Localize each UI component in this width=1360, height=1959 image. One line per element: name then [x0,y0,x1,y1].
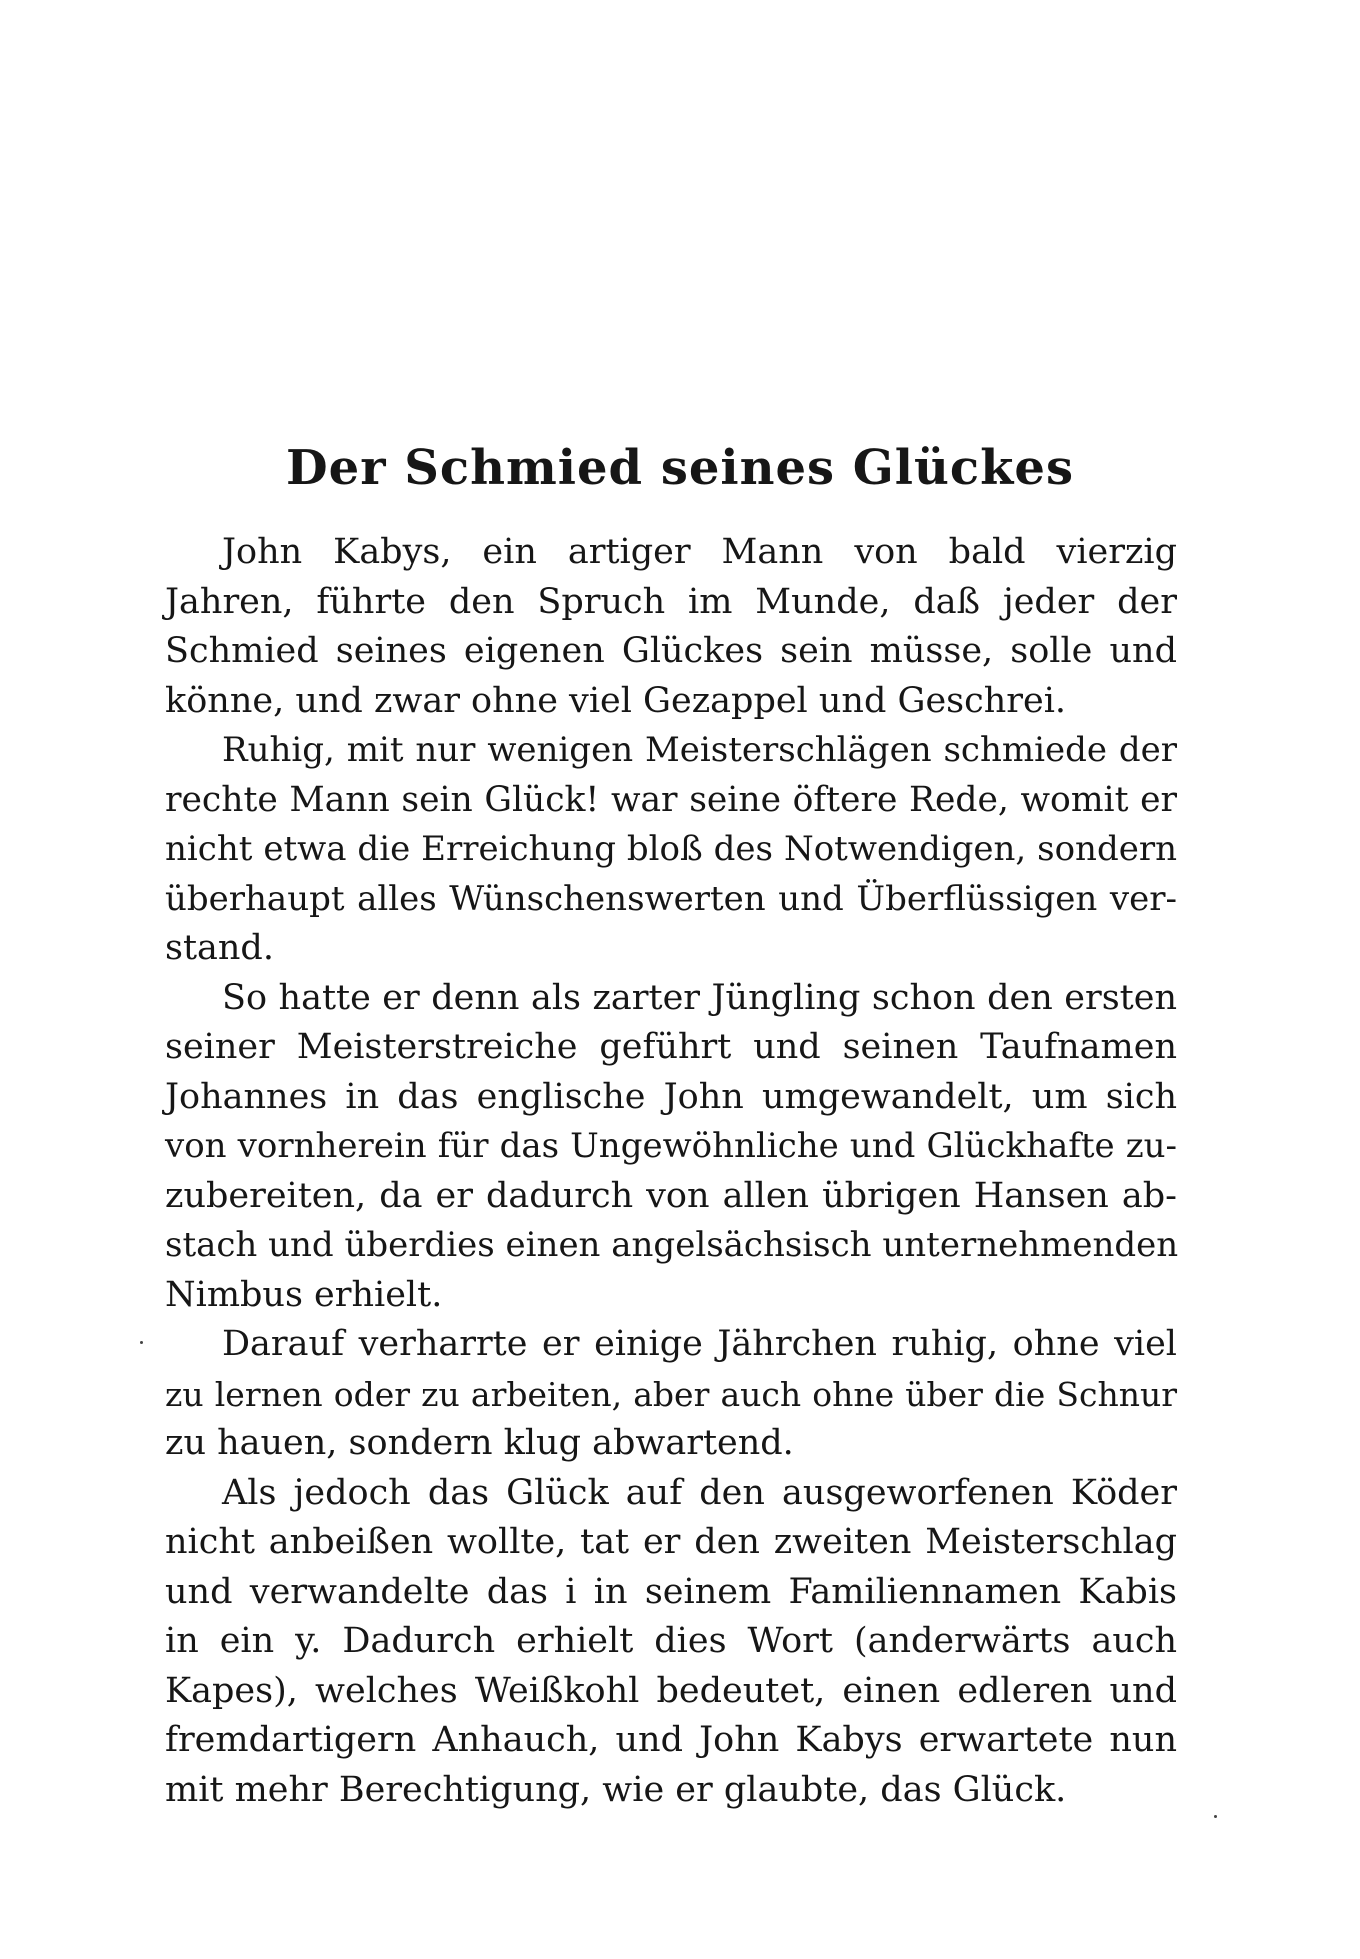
paper-speck [1214,1815,1217,1818]
text-line: Als jedoch das Glück auf den ausgeworfenen Köder [222,1472,1177,1513]
text-line: nicht anbeißen wollte, tat er den zweiten Meisterschlag [165,1522,1177,1562]
text-line: John Kabys, ein artiger Mann von bald vierzig [222,532,1177,572]
chapter-title: Der Schmied seines Glückes [286,440,1074,496]
text-line: zubereiten, da er dadurch von allen übrigen Hansen ab- [165,1175,1177,1216]
body-text [165,528,1177,1815]
text-line: und verwandelte das i in seinem Familiennamen Kabis [165,1571,1177,1612]
text-line: Schmied seines eigenen Glückes sein müsse, solle und [165,631,1177,671]
paper-speck [140,1341,143,1344]
text-line: rechte Mann sein Glück! war seine öftere Rede, womit er [165,779,1177,820]
text-line: stand. [165,928,274,968]
text-line: zu hauen, sondern klug abwartend. [165,1423,794,1463]
text-line: überhaupt alles Wünschenswerten und Überflüssigen ver- [165,878,1177,919]
text-line: Darauf verharrte er einige Jährchen ruhig, ohne viel [222,1324,1177,1364]
text-line: fremdartigern Anhauch, und John Kabys erwartete nun [165,1720,1177,1760]
text-line: mit mehr Berechtigung, wie er glaubte, das Glück. [165,1769,1067,1810]
text-line: stach und überdies einen angelsächsisch unternehmenden [165,1225,1179,1265]
text-line: So hatte er denn als zarter Jüngling schon den ersten [222,977,1177,1018]
text-line: nicht etwa die Erreichung bloß des Notwendigen, sondern [165,829,1177,869]
text-line: in ein y. Dadurch erhielt dies Wort (anderwärts auch [165,1621,1177,1661]
text-line: Kapes), welches Weißkohl bedeutet, einen edleren und [165,1670,1177,1711]
text-line: zu lernen oder zu arbeiten, aber auch ohne über die Schnur [165,1374,1177,1414]
text-line: von vornherein für das Ungewöhnliche und Glückhafte zu- [165,1126,1177,1166]
text-line: könne, und zwar ohne viel Gezappel und Geschrei. [165,680,1067,721]
text-line: Nimbus erhielt. [165,1274,443,1315]
text-line: seiner Meisterstreiche geführt und seinen Taufnamen [165,1027,1177,1067]
text-line: Ruhig, mit nur wenigen Meisterschlägen schmiede der [222,730,1177,770]
text-line: Jahren, führte den Spruch im Munde, daß jeder der [165,581,1177,622]
text-line: Johannes in das englische John umgewandelt, um sich [165,1076,1177,1117]
